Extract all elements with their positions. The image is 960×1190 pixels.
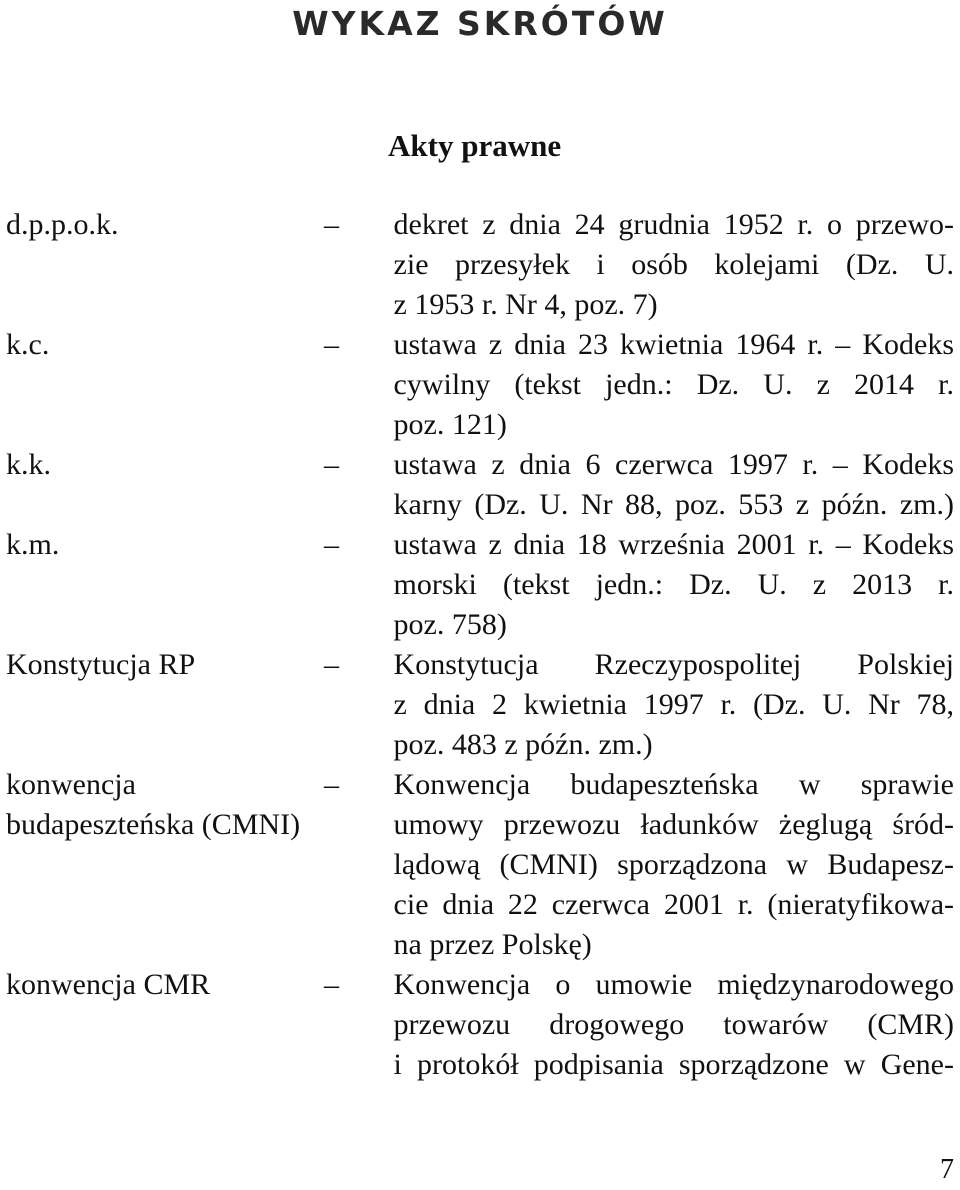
definition-line: dekret z dnia 24 grudnia 1952 r. o przewo-	[393, 208, 954, 241]
list-item	[6, 525, 954, 645]
definition-line: ustawa z dnia 18 września 2001 r. – Kodeks	[393, 528, 954, 561]
separator-dash: –	[323, 528, 339, 561]
definition-line: poz. 483 z późn. zm.)	[393, 728, 653, 761]
list-item	[6, 965, 954, 1085]
definition-line: cie dnia 22 czerwca 2001 r. (nieratyfikowa-	[393, 888, 954, 921]
abbreviation-term: k.k.	[6, 448, 51, 481]
abbreviation-term	[6, 765, 330, 845]
abbreviation-definition	[394, 525, 954, 645]
abbreviation-definition	[394, 325, 954, 445]
definition-line: zie przesyłek i osób kolejami (Dz. U.	[393, 248, 954, 281]
definition-line: ustawa z dnia 23 kwietnia 1964 r. – Kodeks	[393, 328, 954, 361]
abbreviation-definition	[394, 205, 954, 325]
definition-line: z dnia 2 kwietnia 1997 r. (Dz. U. Nr 78,	[393, 688, 954, 721]
abbreviation-term: d.p.p.o.k.	[6, 208, 119, 241]
abbreviation-term: k.c.	[6, 328, 50, 361]
abbreviation-term: konwencja CMR	[6, 968, 211, 1001]
abbreviation-definition	[394, 765, 954, 965]
definition-line: przewozu drogowego towarów (CMR)	[393, 1008, 954, 1041]
page-number: 7	[940, 1154, 954, 1185]
definition-line: morski (tekst jedn.: Dz. U. z 2013 r.	[393, 568, 954, 601]
list-item	[6, 645, 954, 765]
separator-dash: –	[323, 768, 339, 801]
definition-line: poz. 121)	[393, 408, 507, 441]
definition-line: cywilny (tekst jedn.: Dz. U. z 2014 r.	[393, 368, 954, 401]
definition-line: Konwencja o umowie międzynarodowego	[393, 968, 954, 1001]
list-item	[6, 765, 954, 965]
abbreviation-list	[6, 205, 954, 1085]
abbreviation-definition	[394, 645, 954, 765]
list-item	[6, 325, 954, 445]
definition-line: karny (Dz. U. Nr 88, poz. 553 z późn. zm.)	[393, 488, 954, 521]
abbreviation-term-line: budapeszteńska (CMNI)	[6, 808, 301, 841]
definition-line: Konwencja budapeszteńska w sprawie	[393, 768, 954, 801]
page-title: WYKAZ SKRÓTÓW	[292, 4, 668, 43]
list-item	[6, 205, 954, 325]
definition-line: i protokół podpisania sporządzone w Gene-	[393, 1048, 954, 1081]
definition-line: poz. 758)	[393, 608, 507, 641]
definition-line: ustawa z dnia 6 czerwca 1997 r. – Kodeks	[393, 448, 954, 481]
abbreviation-term-line: konwencja	[6, 768, 136, 801]
abbreviation-term: Konstytucja RP	[6, 648, 196, 681]
separator-dash: –	[323, 208, 339, 241]
abbreviation-definition	[394, 445, 954, 525]
section-title: Akty prawne	[388, 128, 562, 163]
definition-line: lądową (CMNI) sporządzona w Budapesz-	[393, 848, 954, 881]
definition-line: na przez Polskę)	[393, 928, 592, 961]
definition-line: umowy przewozu ładunków żeglugą śród-	[393, 808, 954, 841]
abbreviation-term: k.m.	[6, 528, 60, 561]
separator-dash: –	[323, 968, 339, 1001]
list-item	[6, 445, 954, 525]
separator-dash: –	[323, 328, 339, 361]
separator-dash: –	[323, 448, 339, 481]
definition-line: Konstytucja Rzeczypospolitej Polskiej	[393, 648, 954, 681]
abbreviation-definition	[394, 965, 954, 1085]
definition-line: z 1953 r. Nr 4, poz. 7)	[393, 288, 658, 321]
separator-dash: –	[323, 648, 339, 681]
